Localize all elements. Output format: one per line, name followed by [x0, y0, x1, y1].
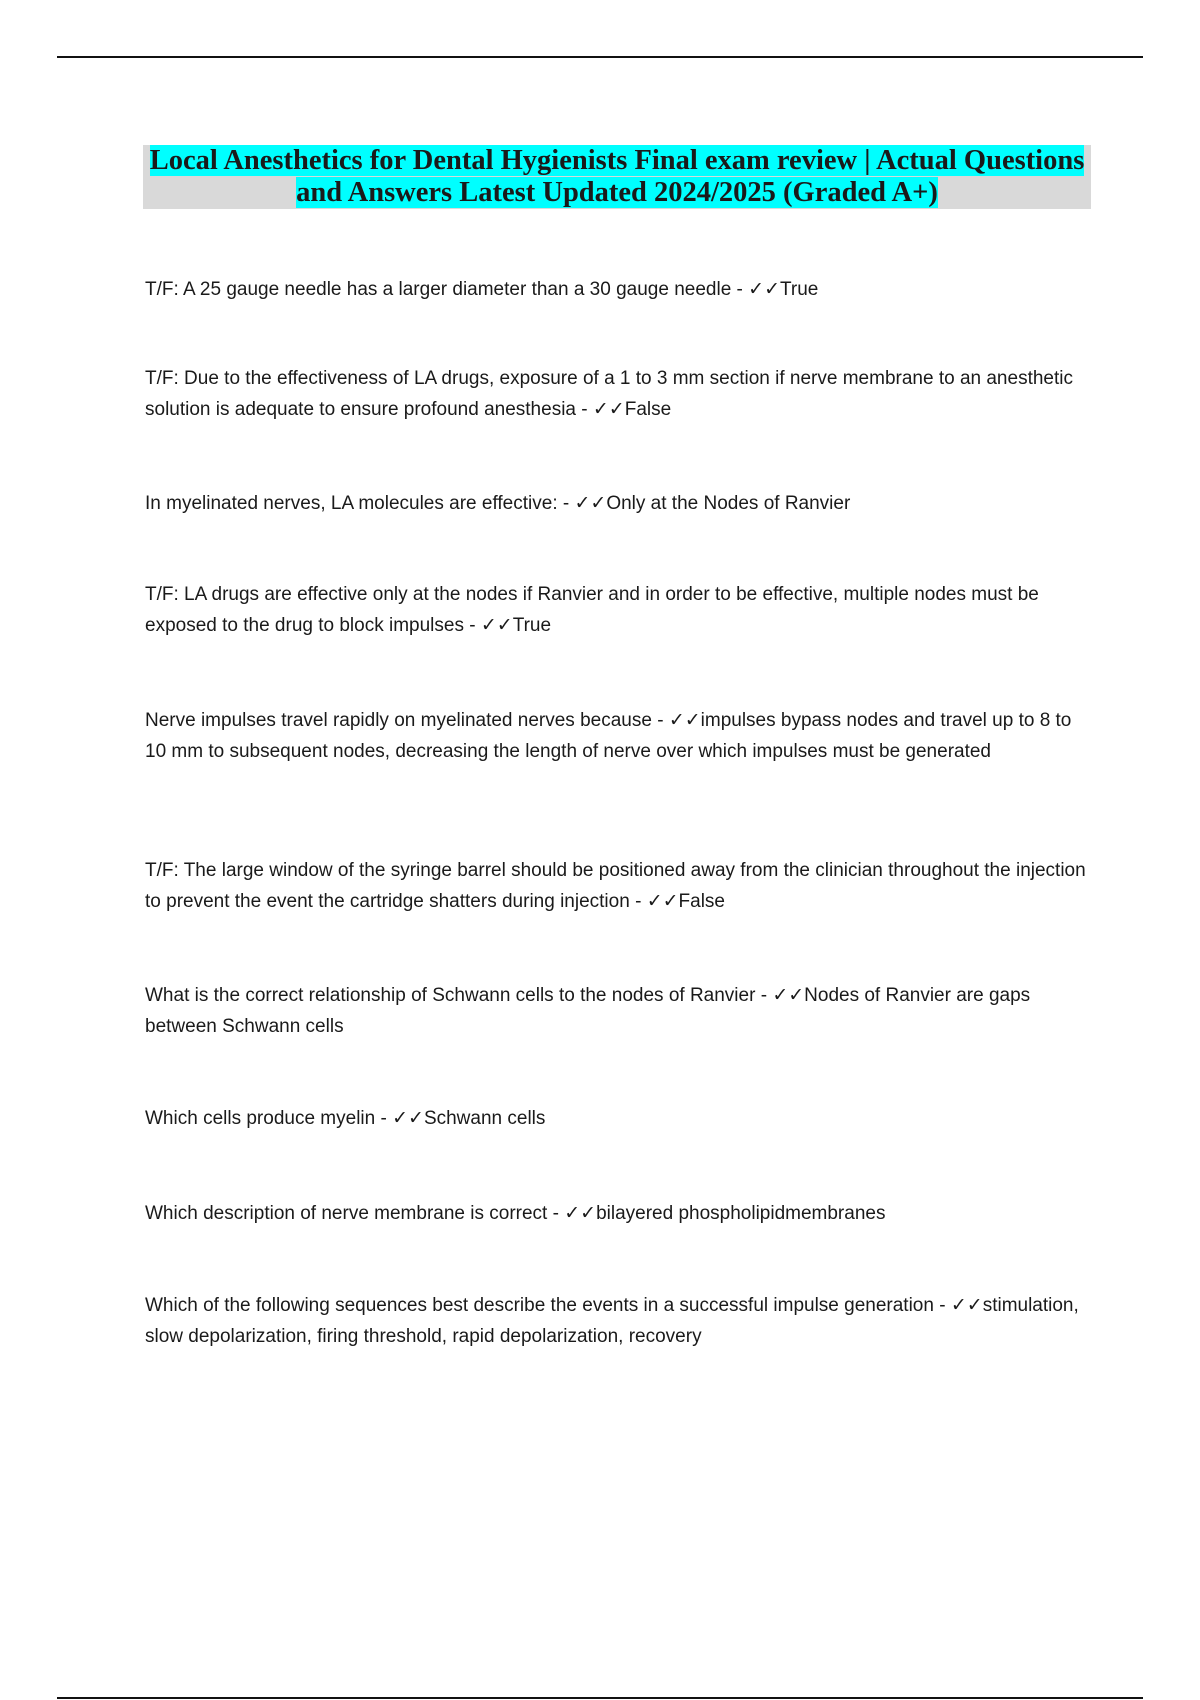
check-icon: ✓✓ — [564, 1202, 597, 1224]
question-text: In myelinated nerves, LA molecules are effective: - — [145, 493, 575, 514]
bottom-rule — [57, 1697, 1143, 1699]
check-icon: ✓✓ — [480, 614, 513, 636]
qa-item — [145, 579, 1090, 641]
qa-item — [145, 980, 1090, 1042]
answer-text: Schwann cells — [423, 1108, 546, 1129]
answer-text: True — [780, 279, 819, 300]
qa-item — [145, 1290, 1090, 1352]
question-text: T/F: LA drugs are effective only at the nodes if Ranvier and in order to be effective, multiple nodes must be exposed to the drug to block impulses - — [145, 584, 1039, 636]
answer-text: False — [678, 891, 725, 912]
check-icon: ✓✓ — [772, 984, 805, 1006]
qa-item — [145, 1198, 1090, 1229]
qa-item — [145, 488, 1090, 519]
check-icon: ✓✓ — [646, 890, 679, 912]
question-text: Which description of nerve membrane is correct - — [145, 1203, 565, 1224]
top-rule — [57, 56, 1143, 58]
question-text: T/F: Due to the effectiveness of LA drugs, exposure of a 1 to 3 mm section if nerve membrane to an anesthetic solution is adequate to ensure profound anesthesia - — [145, 368, 1073, 420]
check-icon: ✓✓ — [392, 1107, 424, 1129]
question-text: Nerve impulses travel rapidly on myelinated nerves because - — [145, 710, 669, 731]
check-icon: ✓✓ — [592, 398, 625, 420]
qa-item — [145, 363, 1090, 425]
question-text: T/F: A 25 gauge needle has a larger diameter than a 30 gauge needle - — [145, 279, 749, 300]
check-icon: ✓✓ — [748, 278, 780, 300]
title-line-2: and Answers Latest Updated 2024/2025 (Graded A+) — [296, 177, 938, 208]
answer-text: False — [624, 399, 672, 420]
question-text: Which of the following sequences best describe the events in a successful impulse generation - — [145, 1295, 951, 1316]
answer-text: bilayered phospholipidmembranes — [596, 1203, 886, 1224]
answer-text: stimulation, slow depolarization, firing threshold, rapid depolarization, recovery — [145, 1295, 1079, 1347]
check-icon: ✓✓ — [950, 1294, 983, 1316]
document-title — [143, 145, 1091, 209]
answer-text: impulses bypass nodes and travel up to 8 to 10 mm to subsequent nodes, decreasing the length of nerve over which impulses must be generated — [145, 710, 1072, 762]
answer-text: Only at the Nodes of Ranvier — [606, 493, 851, 514]
qa-item — [145, 274, 1090, 305]
qa-item — [145, 705, 1090, 767]
qa-item — [145, 1103, 1090, 1134]
check-icon: ✓✓ — [574, 492, 607, 514]
check-icon: ✓✓ — [668, 709, 701, 731]
answer-text: Nodes of Ranvier are gaps between Schwann cells — [145, 985, 1031, 1037]
question-text: What is the correct relationship of Schwann cells to the nodes of Ranvier - — [145, 985, 773, 1006]
title-line-1: Local Anesthetics for Dental Hygienists Final exam review | Actual Questions — [149, 145, 1085, 176]
question-text: Which cells produce myelin - — [145, 1108, 393, 1129]
question-text: T/F: The large window of the syringe barrel should be positioned away from the clinician throughout the injection to prevent the event the cartridge shatters during injection - — [145, 860, 1086, 912]
answer-text: True — [512, 615, 552, 636]
qa-item — [145, 855, 1090, 917]
